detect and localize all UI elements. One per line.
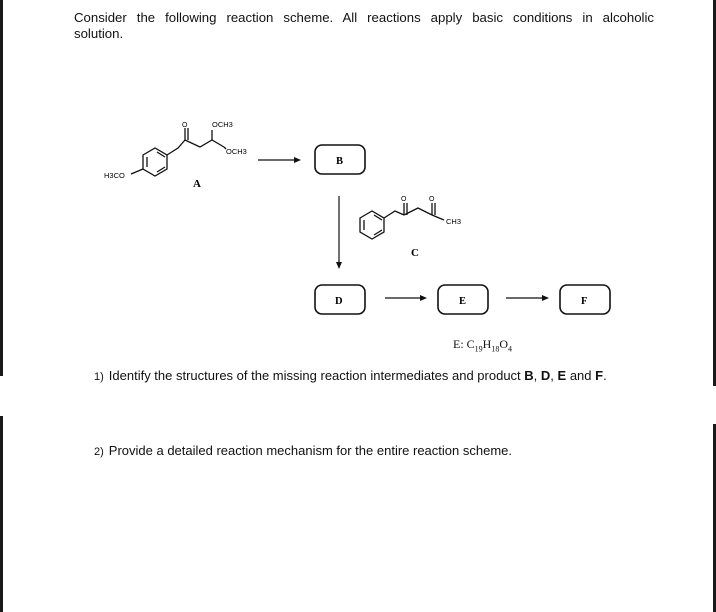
arrow-d-to-e: [385, 295, 427, 301]
compound-a-top-methoxy-label: OCH3: [212, 120, 233, 129]
question-2: [94, 443, 512, 458]
compound-c-chain-2: [404, 208, 432, 215]
compound-a-ester-methoxy-label: OCH3: [226, 147, 247, 156]
arrow-a-to-b: [258, 157, 301, 163]
compound-c-structure: [360, 203, 444, 239]
compound-a-ring-methoxy-label: H3CO: [104, 171, 125, 180]
compound-c-methyl-bond: [432, 215, 444, 220]
question-1: 1) Identify the structures of the missing reaction intermediates and product B, D, E and F.: [94, 368, 607, 383]
box-d-label: D: [335, 296, 343, 307]
compound-a-methoxy-bond: [131, 169, 143, 174]
box-e-label: E: [459, 296, 467, 307]
compound-c-carbonyl-o2: O: [429, 196, 435, 203]
compound-a-chain-2: [185, 140, 224, 147]
compound-c-label: C: [411, 247, 419, 259]
box-b-label: B: [336, 156, 344, 167]
question-1-text: Identify the structures of the missing reaction intermediates and product: [108, 368, 525, 383]
intro-line-1: Consider the following reaction scheme. All reactions apply basic conditions in alcoholic: [74, 10, 654, 25]
compound-c-carbonyl-o1: O: [401, 196, 407, 203]
e-molecular-formula: E: $C_{19}H_{18}O_4$: [453, 337, 513, 354]
compound-c-methyl-label: CH3: [446, 217, 462, 226]
compound-a-chain-1: [167, 140, 185, 155]
box-f-label: F: [581, 296, 588, 307]
intro-line-2: solution.: [74, 26, 124, 41]
question-2-number: 2): [94, 446, 104, 458]
arrow-b-to-d: [336, 196, 342, 269]
arrow-e-to-f: [506, 295, 549, 301]
compound-a-structure: [131, 128, 226, 176]
question-1-number: 1): [94, 371, 104, 383]
compound-c-chain-1: [384, 211, 404, 218]
compound-a-label: A: [193, 178, 201, 190]
compound-a-carbonyl-o: O: [182, 122, 188, 129]
question-2-text: Provide a detailed reaction mechanism for the entire reaction scheme.: [108, 443, 512, 458]
